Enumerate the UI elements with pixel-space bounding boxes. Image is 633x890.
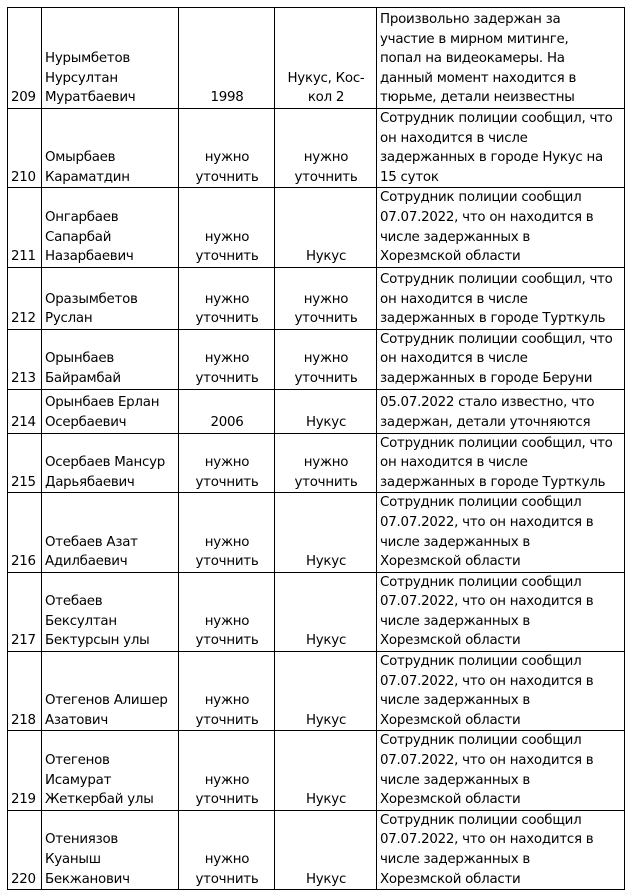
row-number: 217 xyxy=(8,572,42,651)
details-note: 05.07.2022 стало известно, что задержан, детали уточняются xyxy=(377,389,625,433)
row-number: 218 xyxy=(8,652,42,731)
row-number: 219 xyxy=(8,731,42,810)
birth-year: нужно уточнить xyxy=(179,188,275,267)
birth-year: нужно уточнить xyxy=(179,109,275,188)
birth-year: нужно уточнить xyxy=(179,810,275,889)
table-row xyxy=(8,493,625,572)
place: Нукус xyxy=(275,810,377,889)
person-name: Осербаев Мансур Дарьябаевич xyxy=(42,433,179,493)
person-name: Нурымбетов Нурсултан Муратбаевич xyxy=(42,8,179,109)
birth-year: нужно уточнить xyxy=(179,433,275,493)
place: нужно уточнить xyxy=(275,329,377,389)
table-row xyxy=(8,188,625,267)
place: нужно уточнить xyxy=(275,433,377,493)
row-number: 220 xyxy=(8,810,42,889)
details-note: Сотрудник полиции сообщил, что он находится в числе задержанных в городе Беруни xyxy=(377,329,625,389)
person-name: Отебаев Бексултан Бектурсын улы xyxy=(42,572,179,651)
person-name: Орынбаев Байрамбай xyxy=(42,329,179,389)
table-row xyxy=(8,8,625,109)
person-name: Оразымбетов Руслан xyxy=(42,267,179,329)
details-note: Сотрудник полиции сообщил 07.07.2022, что он находится в числе задержанных в Хорезмской области xyxy=(377,731,625,810)
birth-year: нужно уточнить xyxy=(179,267,275,329)
details-note: Сотрудник полиции сообщил, что он находится в числе задержанных в городе Нукус на 15 суток xyxy=(377,109,625,188)
details-note: Сотрудник полиции сообщил 07.07.2022, что он находится в числе задержанных в Хорезмской области xyxy=(377,493,625,572)
birth-year: 1998 xyxy=(179,8,275,109)
birth-year: нужно уточнить xyxy=(179,329,275,389)
place: нужно уточнить xyxy=(275,109,377,188)
details-note: Сотрудник полиции сообщил 07.07.2022, что он находится в числе задержанных в Хорезмской области xyxy=(377,810,625,889)
table-row xyxy=(8,109,625,188)
person-name: Отениязов Куаныш Бекжанович xyxy=(42,810,179,889)
person-name: Омырбаев Караматдин xyxy=(42,109,179,188)
person-name: Отегенов Алишер Азатович xyxy=(42,652,179,731)
place: Нукус, Кос- кол 2 xyxy=(275,8,377,109)
table-row xyxy=(8,267,625,329)
place: нужно уточнить xyxy=(275,267,377,329)
row-number: 214 xyxy=(8,389,42,433)
details-note: Сотрудник полиции сообщил 07.07.2022, что он находится в числе задержанных в Хорезмской области xyxy=(377,188,625,267)
row-number: 216 xyxy=(8,493,42,572)
place: Нукус xyxy=(275,731,377,810)
person-name: Онгарбаев Сапарбай Назарбаевич xyxy=(42,188,179,267)
table-row xyxy=(8,652,625,731)
place: Нукус xyxy=(275,652,377,731)
birth-year: нужно уточнить xyxy=(179,493,275,572)
birth-year: нужно уточнить xyxy=(179,731,275,810)
row-number: 209 xyxy=(8,8,42,109)
details-note: Сотрудник полиции сообщил, что он находится в числе задержанных в городе Турткуль xyxy=(377,267,625,329)
table-row xyxy=(8,810,625,889)
table-row xyxy=(8,389,625,433)
details-note: Сотрудник полиции сообщил 07.07.2022, что он находится в числе задержанных в Хорезмской области xyxy=(377,652,625,731)
row-number: 211 xyxy=(8,188,42,267)
birth-year: нужно уточнить xyxy=(179,652,275,731)
place: Нукус xyxy=(275,188,377,267)
table-row xyxy=(8,433,625,493)
detainees-table xyxy=(7,7,625,890)
details-note: Произвольно задержан за участие в мирном митинге, попал на видеокамеры. На данный момент находится в тюрьме, детали неизвестны xyxy=(377,8,625,109)
table-row xyxy=(8,329,625,389)
place: Нукус xyxy=(275,572,377,651)
details-note: Сотрудник полиции сообщил, что он находится в числе задержанных в городе Турткуль xyxy=(377,433,625,493)
details-note: Сотрудник полиции сообщил 07.07.2022, что он находится в числе задержанных в Хорезмской области xyxy=(377,572,625,651)
place: Нукус xyxy=(275,389,377,433)
birth-year: нужно уточнить xyxy=(179,572,275,651)
person-name: Отегенов Исамурат Жеткербай улы xyxy=(42,731,179,810)
table-row xyxy=(8,731,625,810)
row-number: 210 xyxy=(8,109,42,188)
row-number: 212 xyxy=(8,267,42,329)
row-number: 213 xyxy=(8,329,42,389)
row-number: 215 xyxy=(8,433,42,493)
person-name: Орынбаев Ерлан Осербаевич xyxy=(42,389,179,433)
birth-year: 2006 xyxy=(179,389,275,433)
place: Нукус xyxy=(275,493,377,572)
table-row xyxy=(8,572,625,651)
person-name: Отебаев Азат Адилбаевич xyxy=(42,493,179,572)
